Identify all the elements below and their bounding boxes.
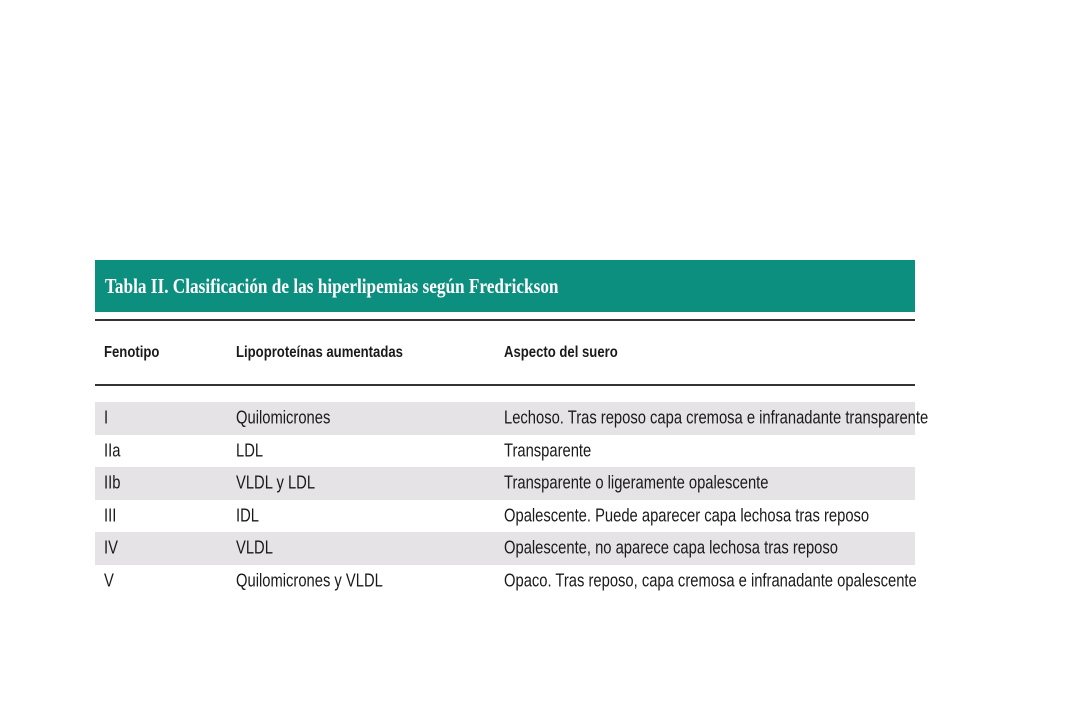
- table-title-bar: [95, 260, 915, 312]
- cell-aspecto: Opaco. Tras reposo, capa cremosa e infranadante opalescente: [504, 570, 917, 591]
- cell-lipoproteinas: VLDL: [236, 537, 273, 558]
- cell-lipoproteinas: LDL: [236, 440, 264, 461]
- cell-fenotipo: IV: [104, 537, 118, 558]
- table-row: [95, 532, 915, 565]
- header-fenotipo: Fenotipo: [104, 343, 160, 361]
- cell-aspecto: Lechoso. Tras reposo capa cremosa e infranadante transparente: [504, 407, 929, 428]
- cell-lipoproteinas: Quilomicrones: [236, 407, 331, 428]
- table-row: [95, 467, 915, 500]
- cell-aspecto: Transparente o ligeramente opalescente: [504, 472, 769, 493]
- cell-fenotipo: V: [104, 570, 114, 591]
- cell-lipoproteinas: IDL: [236, 505, 259, 526]
- title-gap: [95, 312, 915, 319]
- header-aspecto: Aspecto del suero: [504, 343, 618, 361]
- table-row: [95, 500, 915, 533]
- cell-fenotipo: IIb: [104, 472, 121, 493]
- table-row: [95, 402, 929, 435]
- cell-aspecto: Opalescente. Puede aparecer capa lechosa tras reposo: [504, 505, 870, 526]
- header-gap: [95, 386, 915, 402]
- cell-fenotipo: I: [104, 407, 109, 428]
- fredrickson-table: [95, 260, 929, 597]
- table-header-row: [95, 321, 915, 384]
- cell-aspecto: Opalescente, no aparece capa lechosa tras reposo: [504, 537, 838, 558]
- cell-fenotipo: III: [104, 505, 117, 526]
- table-row: [95, 565, 915, 598]
- cell-lipoproteinas: Quilomicrones y VLDL: [236, 570, 383, 591]
- cell-fenotipo: IIa: [104, 440, 121, 461]
- cell-lipoproteinas: VLDL y LDL: [236, 472, 316, 493]
- header-lipoproteinas: Lipoproteínas aumentadas: [236, 343, 403, 361]
- table-row: [95, 435, 915, 468]
- cell-aspecto: Transparente: [504, 440, 592, 461]
- table-title: Tabla II. Clasificación de las hiperlipemias según Fredrickson: [105, 273, 559, 298]
